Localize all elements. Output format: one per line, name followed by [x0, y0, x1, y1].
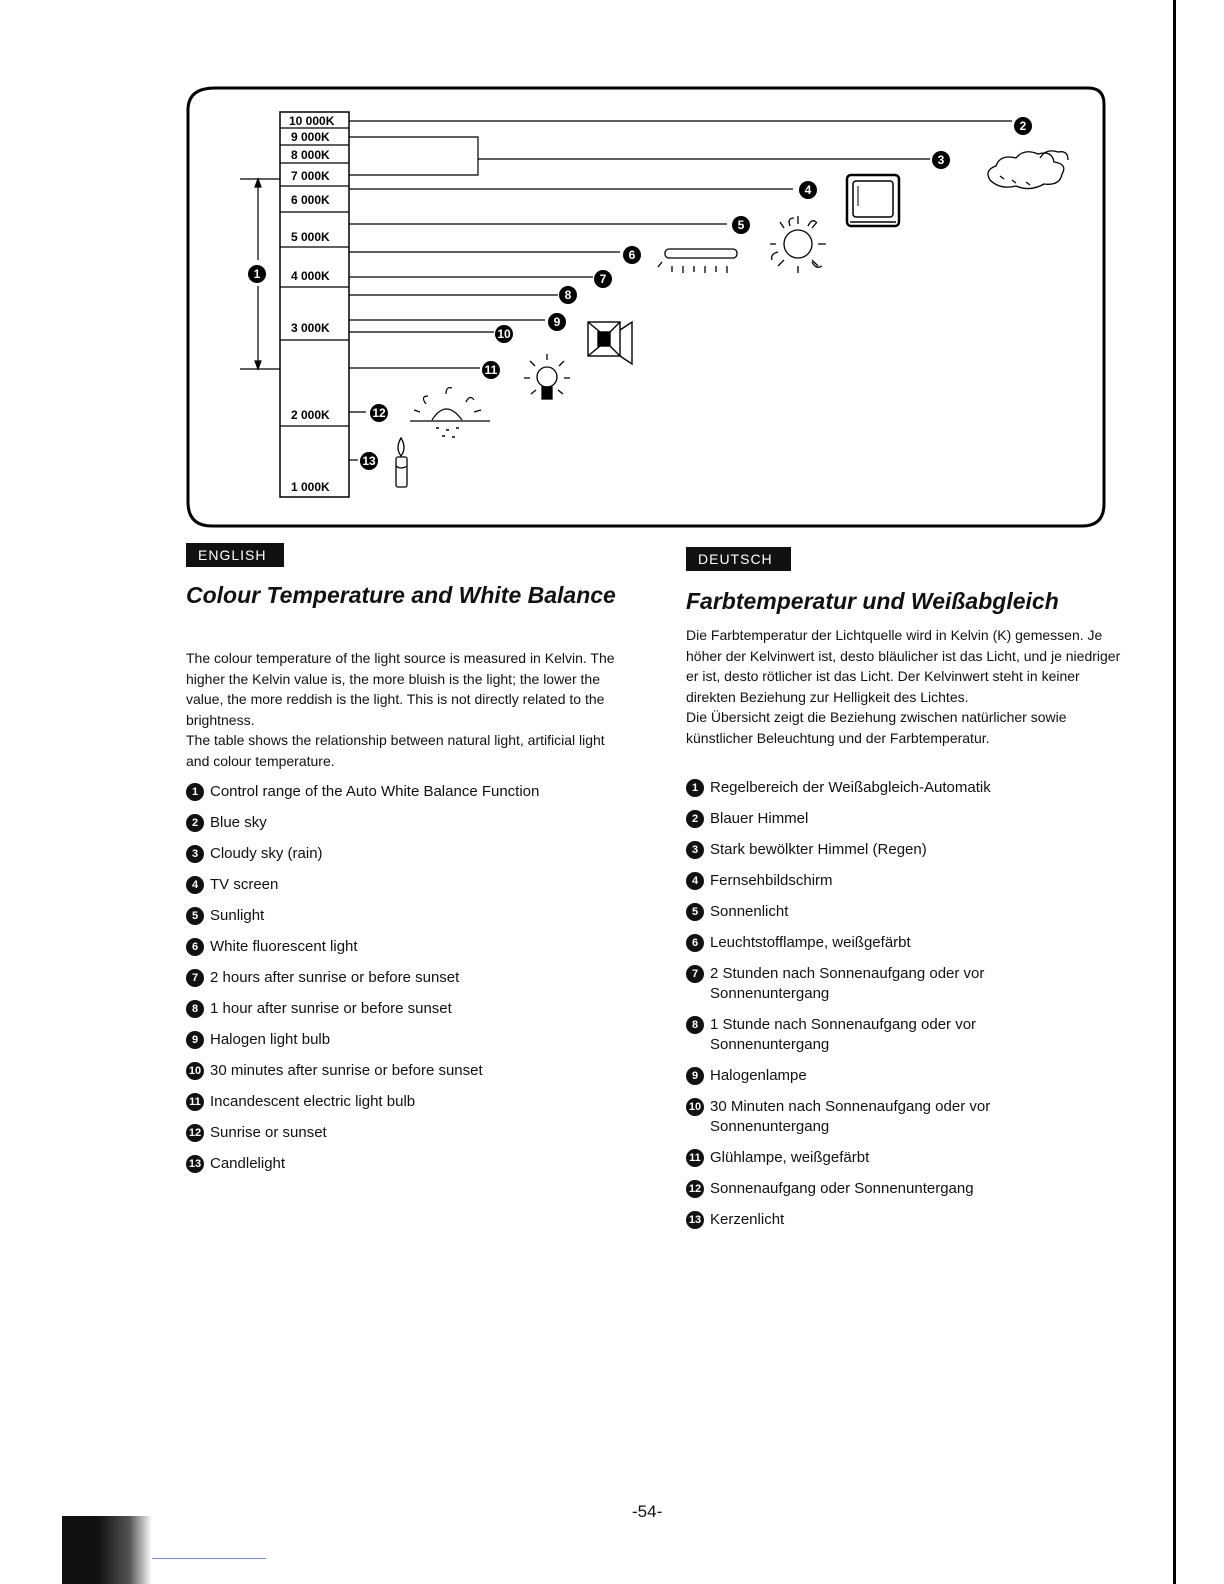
diagram-badge-11	[482, 361, 500, 379]
kelvin-label-9000: 9 000K	[291, 130, 330, 144]
diagram-badge-8	[559, 286, 577, 304]
light-bulb-icon	[524, 354, 570, 399]
list-item: 11 Incandescent electric light bulb	[186, 1092, 616, 1112]
list-item: 13 Candlelight	[186, 1154, 616, 1174]
english-paragraph: The colour temperature of the light source is measured in Kelvin. The higher the Kelvin value is, the more bluish is the light; the lower the value, the more reddish is the light. This is not directly related to the brightness. The table shows the relationship between natural light, artificial light and colour temperature.	[186, 650, 615, 769]
kelvin-label-3000: 3 000K	[291, 321, 330, 335]
list-item: 4 Fernsehbildschirm	[686, 871, 1126, 891]
list-item: 8 1 Stunde nach Sonnenaufgang oder vor Sonnenuntergang	[686, 1015, 1040, 1055]
english-title: Colour Temperature and White Balance	[186, 582, 616, 608]
list-item: 12 Sunrise or sunset	[186, 1123, 616, 1143]
number-badge: 7	[686, 965, 704, 983]
number-badge: 9	[686, 1067, 704, 1085]
list-item: 13 Kerzenlicht	[686, 1210, 1126, 1230]
number-badge: 6	[686, 934, 704, 952]
number-badge: 11	[186, 1093, 204, 1111]
kelvin-label-1000: 1 000K	[291, 480, 330, 494]
diagram-badge-10	[495, 325, 513, 343]
diagram-badge-6	[623, 246, 641, 264]
kelvin-label-7000: 7 000K	[291, 169, 330, 183]
list-item: 12 Sonnenaufgang oder Sonnenuntergang	[686, 1179, 1126, 1199]
number-badge: 5	[186, 907, 204, 925]
kelvin-label-5000: 5 000K	[291, 230, 330, 244]
tv-screen-icon	[847, 175, 899, 226]
number-badge: 9	[186, 1031, 204, 1049]
candle-icon	[396, 438, 407, 487]
number-badge: 11	[686, 1149, 704, 1167]
number-badge: 10	[686, 1098, 704, 1116]
list-item: 1 Control range of the Auto White Balance Function	[186, 782, 616, 802]
number-badge: 13	[686, 1211, 704, 1229]
diagram-badge-9	[548, 313, 566, 331]
list-item: 10 30 Minuten nach Sonnenaufgang oder vor Sonnenuntergang	[686, 1097, 1050, 1137]
deutsch-title: Farbtemperatur und Weißabgleich	[686, 588, 1059, 614]
svg-text:1: 1	[253, 267, 261, 281]
deutsch-language-tag: DEUTSCH	[686, 547, 791, 571]
list-item: 6 Leuchtstofflampe, weißgefärbt	[686, 933, 1126, 953]
svg-text:4: 4	[804, 183, 812, 197]
svg-text:5: 5	[737, 218, 745, 232]
halogen-lamp-icon	[588, 322, 632, 364]
list-item: 9 Halogen light bulb	[186, 1030, 616, 1050]
svg-text:3: 3	[937, 153, 945, 167]
diagram-badge-7	[594, 270, 612, 288]
number-badge: 8	[686, 1016, 704, 1034]
list-item: 7 2 Stunden nach Sonnenaufgang oder vor Sonnenuntergang	[686, 964, 1040, 1004]
list-item: 9 Halogenlampe	[686, 1066, 1126, 1086]
number-badge: 2	[686, 810, 704, 828]
number-badge: 7	[186, 969, 204, 987]
scan-line	[152, 1558, 266, 1559]
svg-text:9: 9	[553, 315, 561, 329]
svg-text:7: 7	[599, 272, 607, 286]
diagram-badge-2	[1014, 117, 1032, 135]
svg-text:11: 11	[484, 363, 498, 377]
scan-smudge	[62, 1516, 152, 1584]
list-item: 2 Blue sky	[186, 813, 616, 833]
number-badge: 3	[686, 841, 704, 859]
list-item: 8 1 hour after sunrise or before sunset	[186, 999, 616, 1019]
svg-text:13: 13	[362, 454, 376, 468]
number-badge: 1	[686, 779, 704, 797]
svg-text:6: 6	[628, 248, 636, 262]
list-item: 11 Glühlampe, weißgefärbt	[686, 1148, 1126, 1168]
page-number: -54-	[632, 1502, 663, 1521]
list-item: 5 Sunlight	[186, 906, 616, 926]
kelvin-label-6000: 6 000K	[291, 193, 330, 207]
sunrise-icon	[410, 388, 490, 437]
diagram-badge-5	[732, 216, 750, 234]
number-badge: 5	[686, 903, 704, 921]
deutsch-legend-list	[686, 778, 1126, 1230]
diagram-badge-4	[799, 181, 817, 199]
deutsch-paragraph: Die Farbtemperatur der Lichtquelle wird in Kelvin (K) gemessen. Je höher der Kelvinwert ist, desto bläulicher ist das Licht, und je niedriger er ist, desto rötlicher ist das Licht. Der Kelvinwert steht in keiner direkten Beziehung zur Helligkeit des Lichtes. Die Übersicht zeigt die Beziehung zwischen natürlicher sowie künstlicher Beleuchtung und der Farbtemperatur.	[686, 627, 1121, 746]
diagram-badge-3	[932, 151, 950, 169]
list-item: 5 Sonnenlicht	[686, 902, 1126, 922]
diagram-svg	[0, 0, 1224, 540]
number-badge: 4	[186, 876, 204, 894]
fluorescent-light-icon	[658, 249, 737, 273]
svg-text:10: 10	[497, 327, 511, 341]
diagram-badge-13	[360, 452, 378, 470]
colour-temperature-diagram	[0, 0, 1224, 540]
number-badge: 10	[186, 1062, 204, 1080]
kelvin-label-8000: 8 000K	[291, 148, 330, 162]
english-legend-list	[186, 782, 616, 1174]
svg-text:2: 2	[1019, 119, 1027, 133]
list-item: 6 White fluorescent light	[186, 937, 616, 957]
diagram-badge-1	[248, 265, 266, 283]
number-badge: 8	[186, 1000, 204, 1018]
kelvin-label-2000: 2 000K	[291, 408, 330, 422]
number-badge: 6	[186, 938, 204, 956]
diagram-badge-12	[370, 404, 388, 422]
number-badge: 1	[186, 783, 204, 801]
number-badge: 3	[186, 845, 204, 863]
number-badge: 12	[186, 1124, 204, 1142]
svg-text:8: 8	[564, 288, 572, 302]
number-badge: 4	[686, 872, 704, 890]
list-item: 1 Regelbereich der Weißabgleich-Automatik	[686, 778, 1126, 798]
number-badge: 2	[186, 814, 204, 832]
list-item: 3 Stark bewölkter Himmel (Regen)	[686, 840, 1126, 860]
list-item: 4 TV screen	[186, 875, 616, 895]
list-item: 10 30 minutes after sunrise or before sunset	[186, 1061, 616, 1081]
kelvin-label-10000: 10 000K	[289, 114, 335, 128]
english-language-tag: ENGLISH	[186, 543, 284, 567]
number-badge: 13	[186, 1155, 204, 1173]
svg-text:12: 12	[372, 406, 386, 420]
kelvin-label-4000: 4 000K	[291, 269, 330, 283]
sun-icon	[770, 216, 826, 273]
number-badge: 12	[686, 1180, 704, 1198]
list-item: 2 Blauer Himmel	[686, 809, 1126, 829]
list-item: 3 Cloudy sky (rain)	[186, 844, 616, 864]
list-item: 7 2 hours after sunrise or before sunset	[186, 968, 616, 988]
cloud-icon	[988, 151, 1068, 189]
